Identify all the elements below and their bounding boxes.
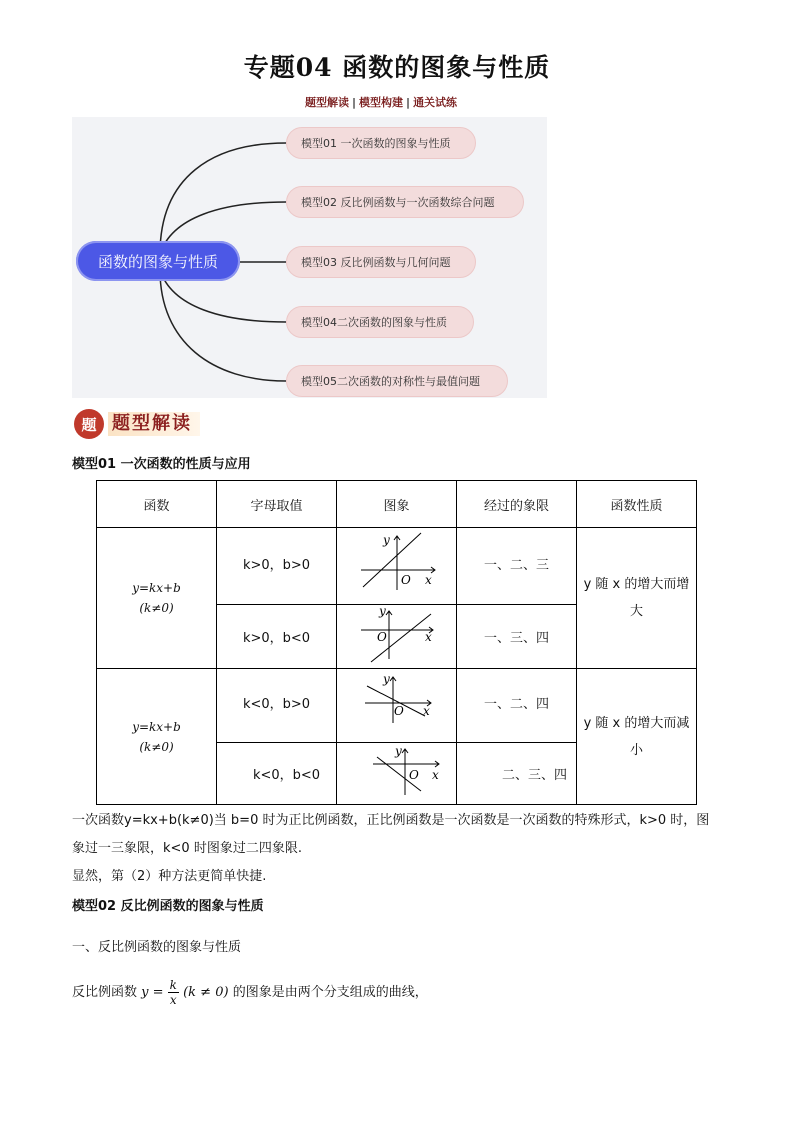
property-cell: y 随 x 的增大而减小	[577, 669, 697, 805]
table-row	[97, 528, 697, 605]
linear-function-table	[96, 480, 697, 805]
graph-cell	[337, 743, 457, 805]
mindmap	[72, 117, 547, 398]
quadrants-cell: 一、三、四	[457, 605, 577, 669]
mindmap-node-model03: 模型03 反比例函数与几何问题	[286, 246, 476, 278]
graph-cell	[337, 528, 457, 605]
section1-heading: 模型01 一次函数的性质与应用	[72, 457, 251, 472]
origin-label: O	[394, 704, 404, 718]
table-header-row	[97, 481, 697, 528]
function-formula: y=kx+b	[132, 581, 181, 595]
table-row	[97, 669, 697, 743]
function-cell	[97, 669, 217, 805]
function-formula: y=kx+b	[132, 719, 181, 734]
mindmap-node-model02: 模型02 反比例函数与一次函数综合问题	[286, 186, 524, 218]
table-header-quadrants: 经过的象限	[457, 481, 577, 528]
sentence-suffix: 的图象是由两个分支组成的曲线，	[232, 985, 428, 1000]
y-axis-label: y	[395, 744, 402, 758]
table-header-property: 函数性质	[577, 481, 697, 528]
origin-label: O	[401, 573, 411, 587]
formula-sentence	[72, 973, 428, 1013]
subtitle-item-practice: 通关试练	[413, 96, 458, 109]
section2-heading: 模型02 反比例函数的图象与性质	[72, 899, 264, 914]
paragraph-line: 显然，第（2）种方法更简单快捷.	[72, 869, 267, 884]
y-axis-label: y	[383, 672, 390, 686]
graph-k-pos-b-neg	[337, 605, 456, 664]
quadrants-cell: 二、三、四	[457, 743, 577, 805]
condition-cell: k<0，b>0	[217, 669, 337, 743]
paragraph-line: 一次函数y=kx+b(k≠0)当 b=0 时为正比例函数，正比例函数是一次函数是一次函数的特殊形式，k>0 时，图	[72, 813, 710, 828]
connector-1	[160, 143, 286, 254]
function-condition: (k≠0)	[139, 739, 174, 754]
condition-cell: k>0，b<0	[217, 605, 337, 669]
x-axis-label: x	[425, 630, 432, 644]
graph-k-neg-b-pos	[337, 669, 456, 738]
table-header-letter-values: 字母取值	[217, 481, 337, 528]
section2-subheading: 一、反比例函数的图象与性质	[72, 940, 242, 955]
x-axis-label: x	[423, 704, 430, 718]
quadrants-cell: 一、二、四	[457, 669, 577, 743]
mindmap-node-model01: 模型01 一次函数的图象与性质	[286, 127, 476, 159]
x-axis-label: x	[432, 768, 439, 782]
mindmap-node-model04: 模型04二次函数的图象与性质	[286, 306, 474, 338]
y-axis-label: y	[379, 605, 386, 618]
badge-icon: 题	[74, 409, 104, 439]
condition-cell: k>0，b>0	[217, 528, 337, 605]
quadrants-cell: 一、二、三	[457, 528, 577, 605]
graph-cell	[337, 605, 457, 669]
formula-lhs: y =	[141, 985, 164, 1000]
graph-k-pos-b-pos	[337, 528, 456, 600]
function-cell	[97, 528, 217, 669]
page-title: 专题04 函数的图象与性质	[243, 53, 551, 82]
graph-k-neg-b-neg	[337, 743, 456, 800]
sentence-prefix: 反比例函数	[72, 985, 138, 1000]
condition-cell: k<0，b<0	[217, 743, 337, 805]
fraction	[168, 978, 179, 1007]
y-axis-label: y	[383, 533, 390, 547]
paragraph-line: 象过一三象限，k<0 时图象过二四象限.	[72, 841, 302, 856]
formula-condition: (k ≠ 0)	[183, 985, 229, 1000]
property-cell: y 随 x 的增大而增大	[577, 528, 697, 669]
badge-label: 题型解读	[108, 412, 200, 436]
subtitle-item-reading: 题型解读	[305, 96, 349, 109]
table-header-function: 函数	[97, 481, 217, 528]
subtitle-nav: 题型解读 | 模型构建 | 通关试练	[305, 96, 458, 109]
origin-label: O	[409, 768, 419, 782]
fraction-denominator: x	[169, 993, 177, 1007]
x-axis-label: x	[425, 573, 432, 587]
graph-cell	[337, 669, 457, 743]
mindmap-root: 函数的图象与性质	[76, 241, 240, 281]
fraction-numerator: k	[169, 978, 177, 992]
mindmap-node-model05: 模型05二次函数的对称性与最值问题	[286, 365, 508, 397]
function-condition: (k≠0)	[139, 601, 174, 615]
origin-label: O	[377, 630, 387, 644]
subtitle-item-modeling: 模型构建	[359, 96, 404, 109]
table-header-graph: 图象	[337, 481, 457, 528]
connector-5	[160, 270, 286, 381]
